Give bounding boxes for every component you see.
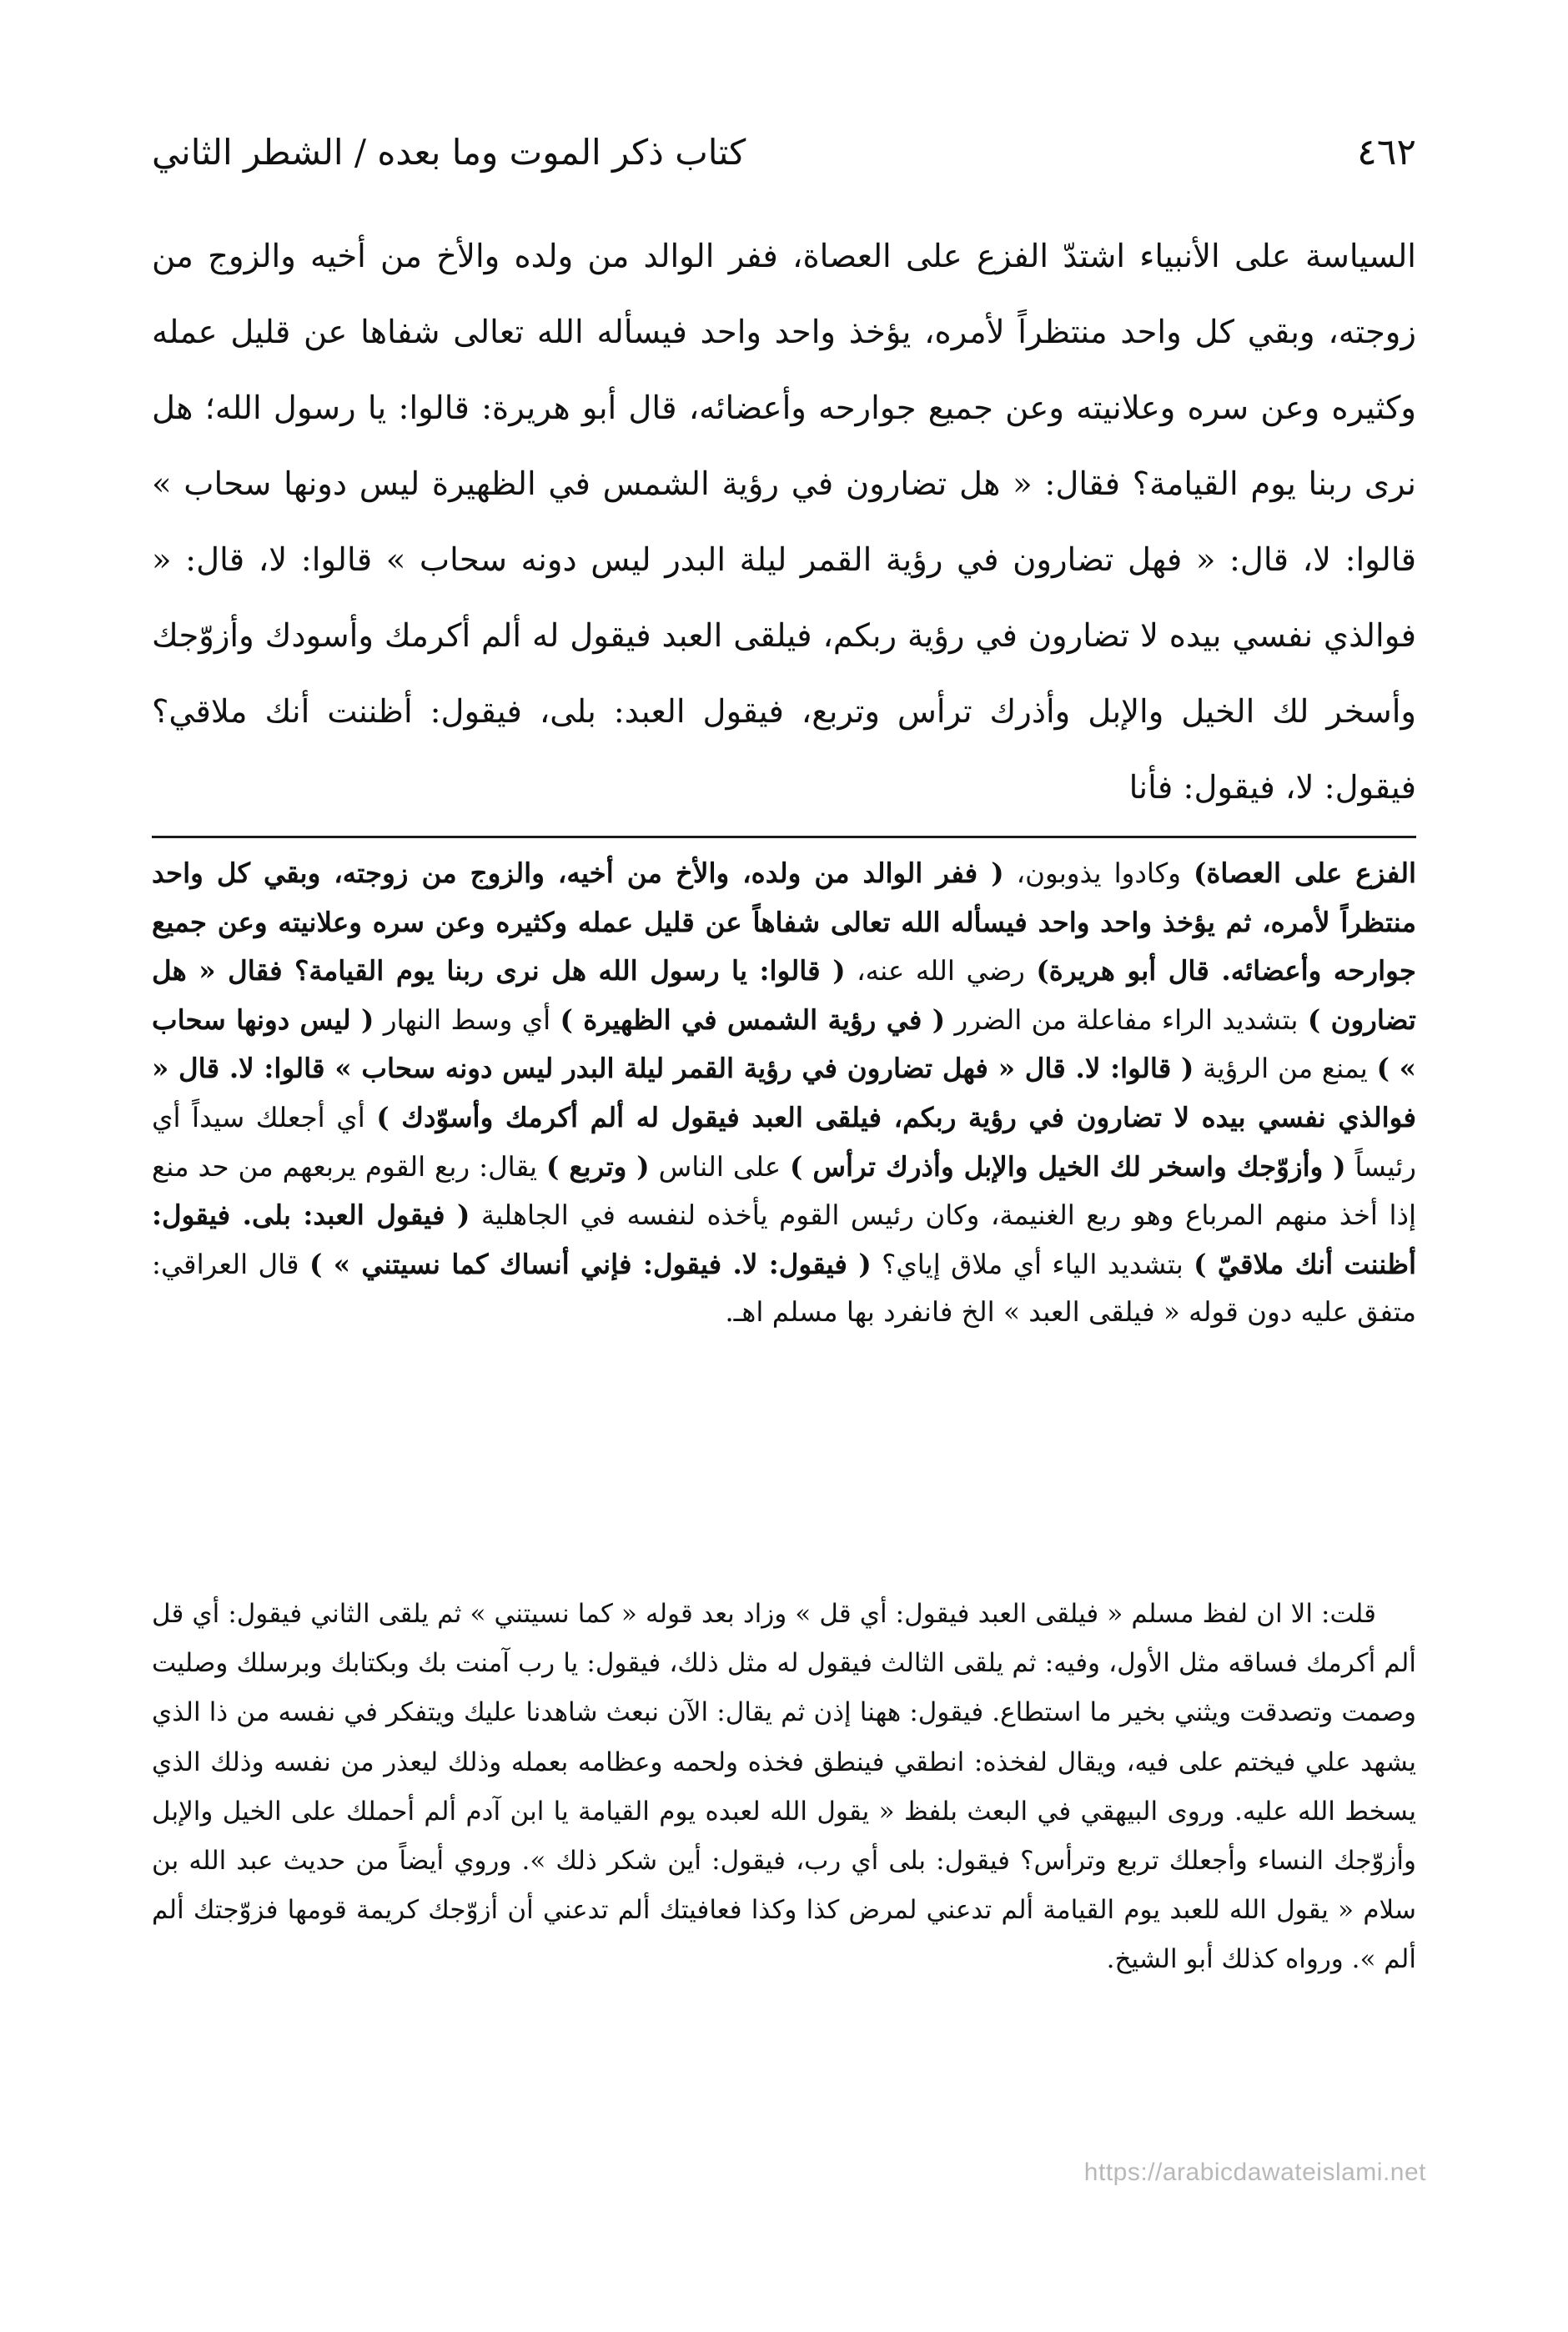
note-block (152, 1590, 1416, 1985)
quoted-text-segment: ( فيقول: لا. فيقول: فإني أنساك كما نسيتني » ) (309, 1247, 872, 1280)
quoted-text-segment: ( فيقول العبد: بلى. فيقول: أظننت أنك ملاقيّ ) (152, 1199, 1416, 1280)
commentary-paragraph (152, 849, 1416, 1337)
explanation-segment: أي وسط النهار (374, 1003, 560, 1036)
explanation-segment: وكادوا يذوبون، (1003, 857, 1194, 889)
footnote-separator (152, 836, 1416, 838)
main-text-paragraph: السياسة على الأنبياء اشتدّ الفزع على العصاة، ففر الوالد من ولده والأخ من أخيه والزوج من زوجته، وبقي كل واحد منتظراً لأمره، يؤخذ واحد واحد فيسأله الله تعالى شفاها عن قليل عمله وكثيره وعن سره وعلانيته وعن جميع جوارحه وأعضائه، قال أبو هريرة: قالوا: يا رسول الله؛ هل نرى ربنا يوم القيامة؟ فقال: « هل تضارون في رؤية الشمس في الظهيرة ليس دونها سحاب » قالوا: لا، قال: « فهل تضارون في رؤية القمر ليلة البدر ليس دونه سحاب » قالوا: لا، قال: « فوالذي نفسي بيده لا تضارون في رؤية ربكم، فيلقى العبد فيقول له ألم أكرمك وأسودك وأزوّجك وأسخر لك الخيل والإبل وأذرك ترأس وتربع، فيقول العبد: بلى، فيقول: أظننت أنك ملاقي؟ فيقول: لا، فيقول: فأنا (152, 238, 1416, 807)
main-text-block (152, 219, 1416, 826)
quoted-text-segment: ( وأزوّجك واسخر لك الخيل والإبل وأذرك ترأس ) (790, 1149, 1346, 1183)
explanation-segment: أي أجعلك سيداً أي رئيساً (152, 1101, 1416, 1183)
quoted-text-segment: ( وتربع ) (546, 1149, 650, 1183)
explanation-segment: قال العراقي: متفق عليه دون قوله « فيلقى العبد » الخ فانفرد بها مسلم اهـ. (152, 1248, 1416, 1329)
explanation-segment: بتشديد الراء مفاعلة من الضرر (945, 1003, 1308, 1036)
quoted-text-segment: ( قالوا: لا. قال « فهل تضارون في رؤية القمر ليلة البدر ليس دونه سحاب » قالوا: لا. قال « فوالذي نفسي بيده لا تضارون في رؤية ربكم، فيلقى العبد فيقول له ألم أكرمك وأسوّدك ) (152, 1052, 1416, 1133)
explanation-segment: يمنع من الرؤية (1194, 1053, 1377, 1085)
note-paragraph: قلت: الا ان لفظ مسلم « فيلقى العبد فيقول: أي قل » وزاد بعد قوله « كما نسيتني » ثم يلقى الثاني فيقول: أي قل ألم أكرمك فساقه مثل الأول، وفيه: ثم يلقى الثالث فيقول له مثل ذلك، فيقول: يا رب آمنت بك وبكتابك وبرسلك وصليت وصمت وتصدقت ويثني بخير ما استطاع. فيقول: ههنا إذن ثم يقال: الآن نبعث شاهدنا عليك ويتفكر في نفسه من ذا الذي يشهد علي فيختم على فيه، ويقال لفخذه: انطقي فينطق فخذه ولحمه وعظامه بعمله وذلك ليعذر من نفسه وذلك الذي يسخط الله عليه. وروى البيهقي في البعث بلفظ « يقول الله لعبده يوم القيامة يا ابن آدم ألم أحملك على الخيل والإبل وأزوّجك النساء وأجعلك تربع وترأس؟ فيقول: بلى أي رب، فيقول: أين شكر ذلك ». وروي أيضاً من حديث عبد الله بن سلام « يقول الله للعبد يوم القيامة ألم تدعني لمرض كذا وكذا فعافيتك ألم تدعني أن أزوّجك كريمة قومها فزوّجتك ألم ألم ». ورواه كذلك أبو الشيخ. (152, 1599, 1416, 1975)
running-title: كتاب ذكر الموت وما بعده / الشطر الثاني (152, 131, 746, 173)
quoted-text-segment: ( في رؤية الشمس في الظهيرة ) (560, 1003, 946, 1036)
explanation-segment: رضي الله عنه، (845, 955, 1037, 988)
page-header (152, 118, 1416, 185)
quoted-text-segment: ( ليس دونها سحاب » ) (152, 1003, 1416, 1085)
explanation-segment: بتشديد الياء أي ملاق إياي؟ (871, 1248, 1194, 1280)
page-number: ٤٦٢ (1357, 130, 1416, 173)
quoted-text-segment: ( ففر الوالد من ولده، والأخ من أخيه، والزوج من زوجته، وبقي كل واحد منتظراً لأمره، ثم يؤخذ واحد واحد فيسأله الله تعالى شفاهاً عن قليل عمله وكثيره وعن سره وعلانيته وعن جميع جوارحه وأعضائه. قال أبو هريرة) (152, 857, 1417, 988)
watermark-url: https://arabicdawateislami.net (1083, 2159, 1426, 2186)
quoted-text-segment: الفزع على العصاة) (1193, 857, 1417, 889)
explanation-segment: يقال: ربع القوم يربعهم من حد منع إذا أخذ منهم المرباع وهو ربع الغنيمة، وكان رئيس القوم يأخذه لنفسه في الجاهلية (152, 1150, 1416, 1232)
commentary-block (152, 849, 1416, 1337)
quoted-text-segment: ( قالوا: يا رسول الله هل نرى ربنا يوم القيامة؟ فقال « هل تضارون ) (152, 954, 1416, 1036)
explanation-segment: على الناس (649, 1150, 791, 1183)
